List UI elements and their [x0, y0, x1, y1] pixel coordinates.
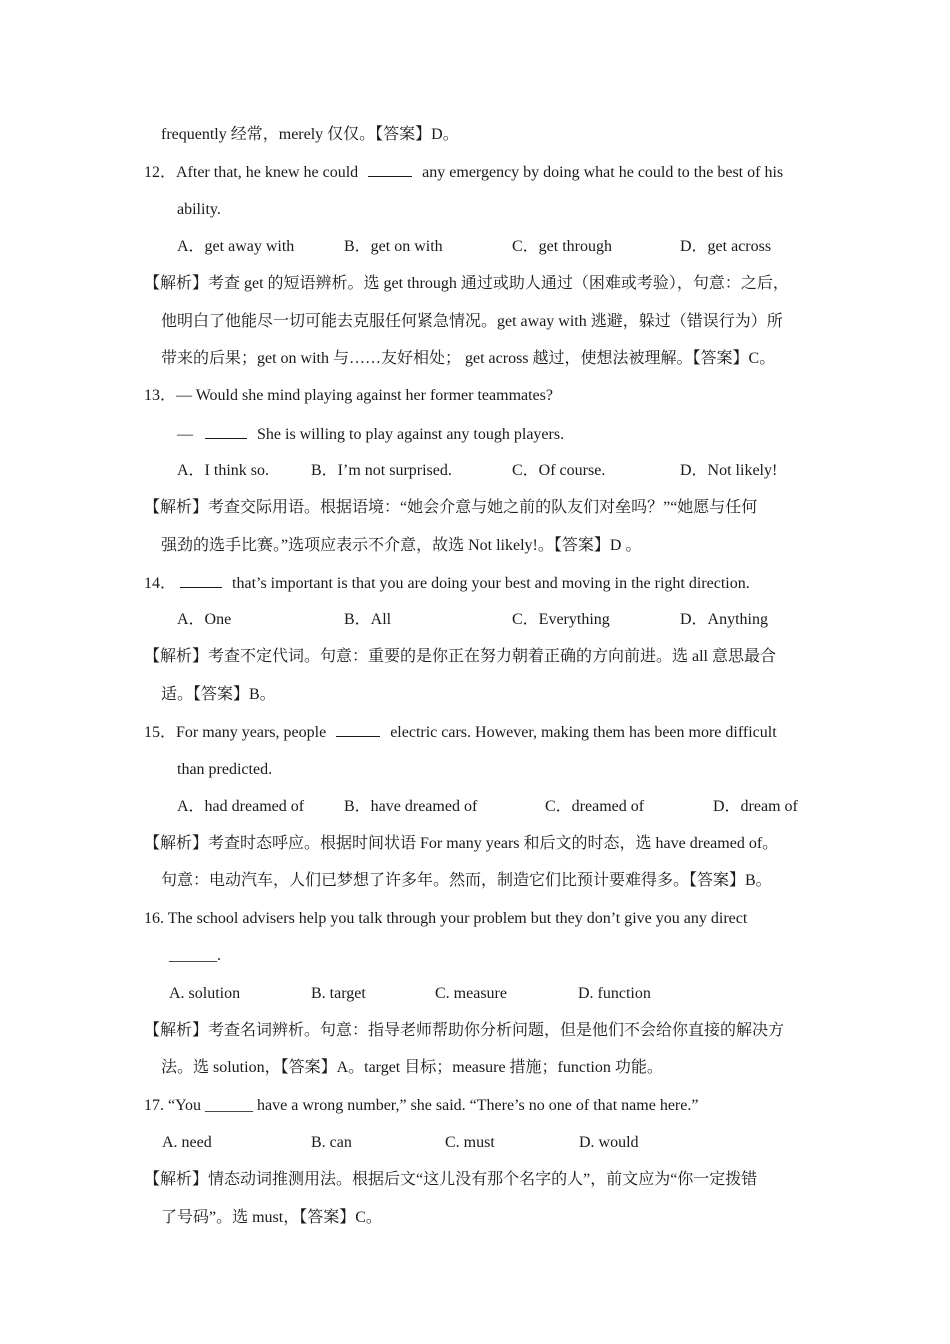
- explanation-line: 【解析】考查名词辨析。句意：指导老师帮助你分析问题，但是他们不会给你直接的解决方: [144, 1022, 785, 1039]
- question-15-stem-part2: electric cars. However, making them has been more difficult: [390, 724, 777, 741]
- explanation-line: 句意：电动汽车，人们已梦想了许多年。然而，制造它们比预计要难得多。【答案】B。: [161, 872, 772, 889]
- question-16-stem: 16. The school advisers help you talk through your problem but they don’t give you any direct: [144, 910, 748, 927]
- question-14-stem: [144, 573, 750, 594]
- explanation-line: 带来的后果；get on with 与……友好相处； get across 越过，使想法被理解。【答案】C。: [161, 350, 776, 367]
- answer-blank: [336, 722, 380, 737]
- explanation-line: 强劲的选手比赛。”选项应表示不介意，故选 Not likely!。【答案】D 。: [161, 537, 642, 554]
- question-12-stem-part1: 12．After that, he knew he could: [144, 164, 359, 181]
- answer-continuation: frequently 经常，merely 仅仅。【答案】D。: [161, 126, 459, 143]
- dash: —: [177, 426, 193, 443]
- question-13-response: [177, 424, 564, 445]
- question-12-stem: [144, 162, 783, 183]
- option-d: D．Anything: [680, 611, 769, 628]
- option-d: D. would: [579, 1134, 639, 1151]
- option-b: B．All: [344, 611, 392, 628]
- option-a: A．get away with: [177, 238, 295, 255]
- explanation-line: 【解析】情态动词推测用法。根据后文“这儿没有那个名字的人”，前文应为“你一定拨错: [144, 1171, 758, 1188]
- explanation-line: 法。选 solution，【答案】A。target 目标；measure 措施；function 功能。: [161, 1059, 663, 1076]
- explanation-line: 他明白了他能尽一切可能去克服任何紧急情况。get away with 逃避，躲过（错误行为）所: [161, 313, 783, 330]
- option-c: C．dreamed of: [545, 798, 645, 815]
- option-b: B．I’m not surprised.: [311, 462, 452, 479]
- option-b: B. target: [311, 985, 366, 1002]
- explanation-line: 【解析】考查 get 的短语辨析。选 get through 通过或助人通过（困难或考验），句意：之后，: [144, 275, 789, 292]
- explanation-line: 了号码”。选 must，【答案】C。: [161, 1209, 382, 1226]
- option-a: A. solution: [169, 985, 241, 1002]
- option-b: B．get on with: [344, 238, 443, 255]
- question-16-stem-cont: ______.: [169, 947, 221, 964]
- explanation-line: 【解析】考查时态呼应。根据时间状语 For many years 和后文的时态，选 have dreamed of。: [144, 835, 779, 852]
- question-15-stem: [144, 722, 777, 743]
- option-a: A．I think so.: [177, 462, 270, 479]
- option-d: D．Not likely!: [680, 462, 778, 479]
- option-c: C．Everything: [512, 611, 610, 628]
- question-15-stem-cont: than predicted.: [177, 761, 273, 778]
- option-c: C. must: [445, 1134, 495, 1151]
- option-a: A．One: [177, 611, 232, 628]
- answer-blank: [205, 424, 247, 439]
- question-17-stem: 17. “You ______ have a wrong number,” she said. “There’s no one of that name here.”: [144, 1097, 699, 1114]
- explanation-line: 【解析】考查不定代词。句意：重要的是你正在努力朝着正确的方向前进。选 all 意思最合: [144, 648, 776, 665]
- option-d: D．get across: [680, 238, 772, 255]
- answer-blank: [180, 573, 222, 588]
- option-c: C．get through: [512, 238, 612, 255]
- question-15-stem-part1: 15．For many years, people: [144, 724, 327, 741]
- question-14-number: 14．: [144, 575, 177, 592]
- question-12-stem-part2: any emergency by doing what he could to the best of his: [422, 164, 784, 181]
- explanation-line: 适。【答案】B。: [161, 686, 276, 703]
- option-c: C. measure: [435, 985, 507, 1002]
- explanation-line: 【解析】考查交际用语。根据语境：“她会介意与她之前的队友们对垒吗？”“她愿与任何: [144, 499, 758, 516]
- option-c: C．Of course.: [512, 462, 606, 479]
- option-d: D. function: [578, 985, 651, 1002]
- question-14-stem-text: that’s important is that you are doing your best and moving in the right direction.: [232, 575, 750, 592]
- question-13-response-text: She is willing to play against any tough players.: [257, 426, 565, 443]
- question-12-stem-cont: ability.: [177, 201, 221, 218]
- answer-blank: [368, 162, 412, 177]
- option-b: B．have dreamed of: [344, 798, 478, 815]
- option-a: A. need: [162, 1134, 212, 1151]
- question-13-stem: 13．— Would she mind playing against her former teammates?: [144, 387, 553, 404]
- option-a: A．had dreamed of: [177, 798, 305, 815]
- option-d: D．dream of: [713, 798, 798, 815]
- option-b: B. can: [311, 1134, 352, 1151]
